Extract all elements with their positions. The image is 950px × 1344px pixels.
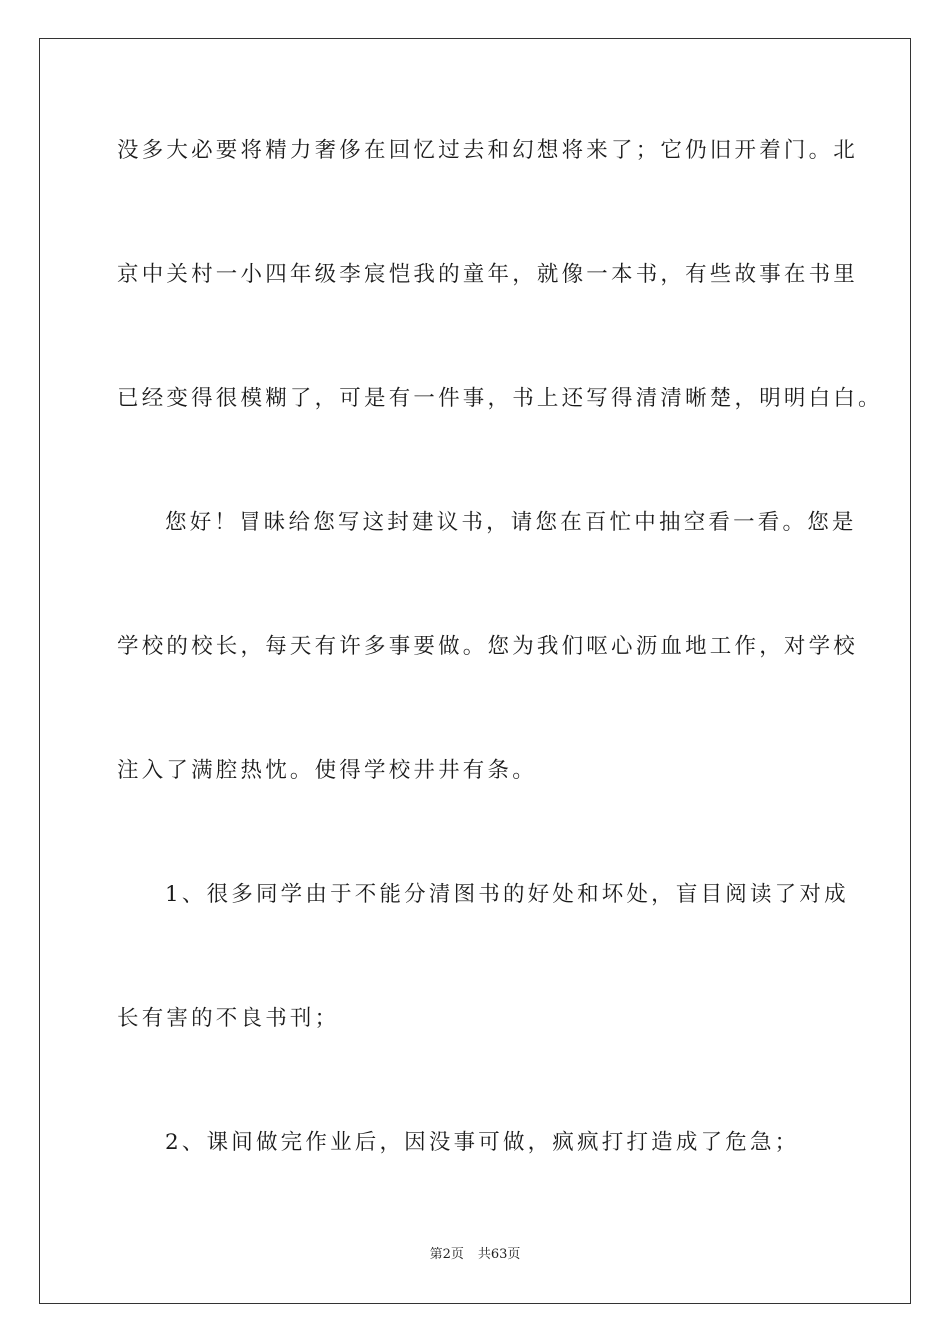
text-line-8: 长有害的不良书刊； <box>117 1006 340 1031</box>
page-number: 第2页 <box>429 1247 464 1262</box>
text-line-5: 学校的校长，每天有许多事要做。您为我们呕心沥血地工作，对学校 <box>117 634 859 659</box>
text-line-2: 京中关村一小四年级李宸恺我的童年，就像一本书，有些故事在书里 <box>117 262 859 287</box>
text-line-9: 2、课间做完作业后，因没事可做，疯疯打打造成了危急； <box>165 1130 800 1155</box>
text-line-3: 已经变得很模糊了，可是有一件事，书上还写得清清晰楚，明明白白。 <box>117 386 883 411</box>
text-line-6: 注入了满腔热忱。使得学校井井有条。 <box>117 758 537 783</box>
text-line-7: 1、很多同学由于不能分清图书的好处和坏处，盲目阅读了对成 <box>165 882 849 907</box>
page-footer <box>0 1246 950 1264</box>
page-border <box>39 38 911 1304</box>
text-line-1: 没多大必要将精力奢侈在回忆过去和幻想将来了；它仍旧开着门。北 <box>117 138 859 163</box>
page-total: 共63页 <box>477 1247 521 1262</box>
text-line-4: 您好！冒昧给您写这封建议书，请您在百忙中抽空看一看。您是 <box>165 510 857 535</box>
